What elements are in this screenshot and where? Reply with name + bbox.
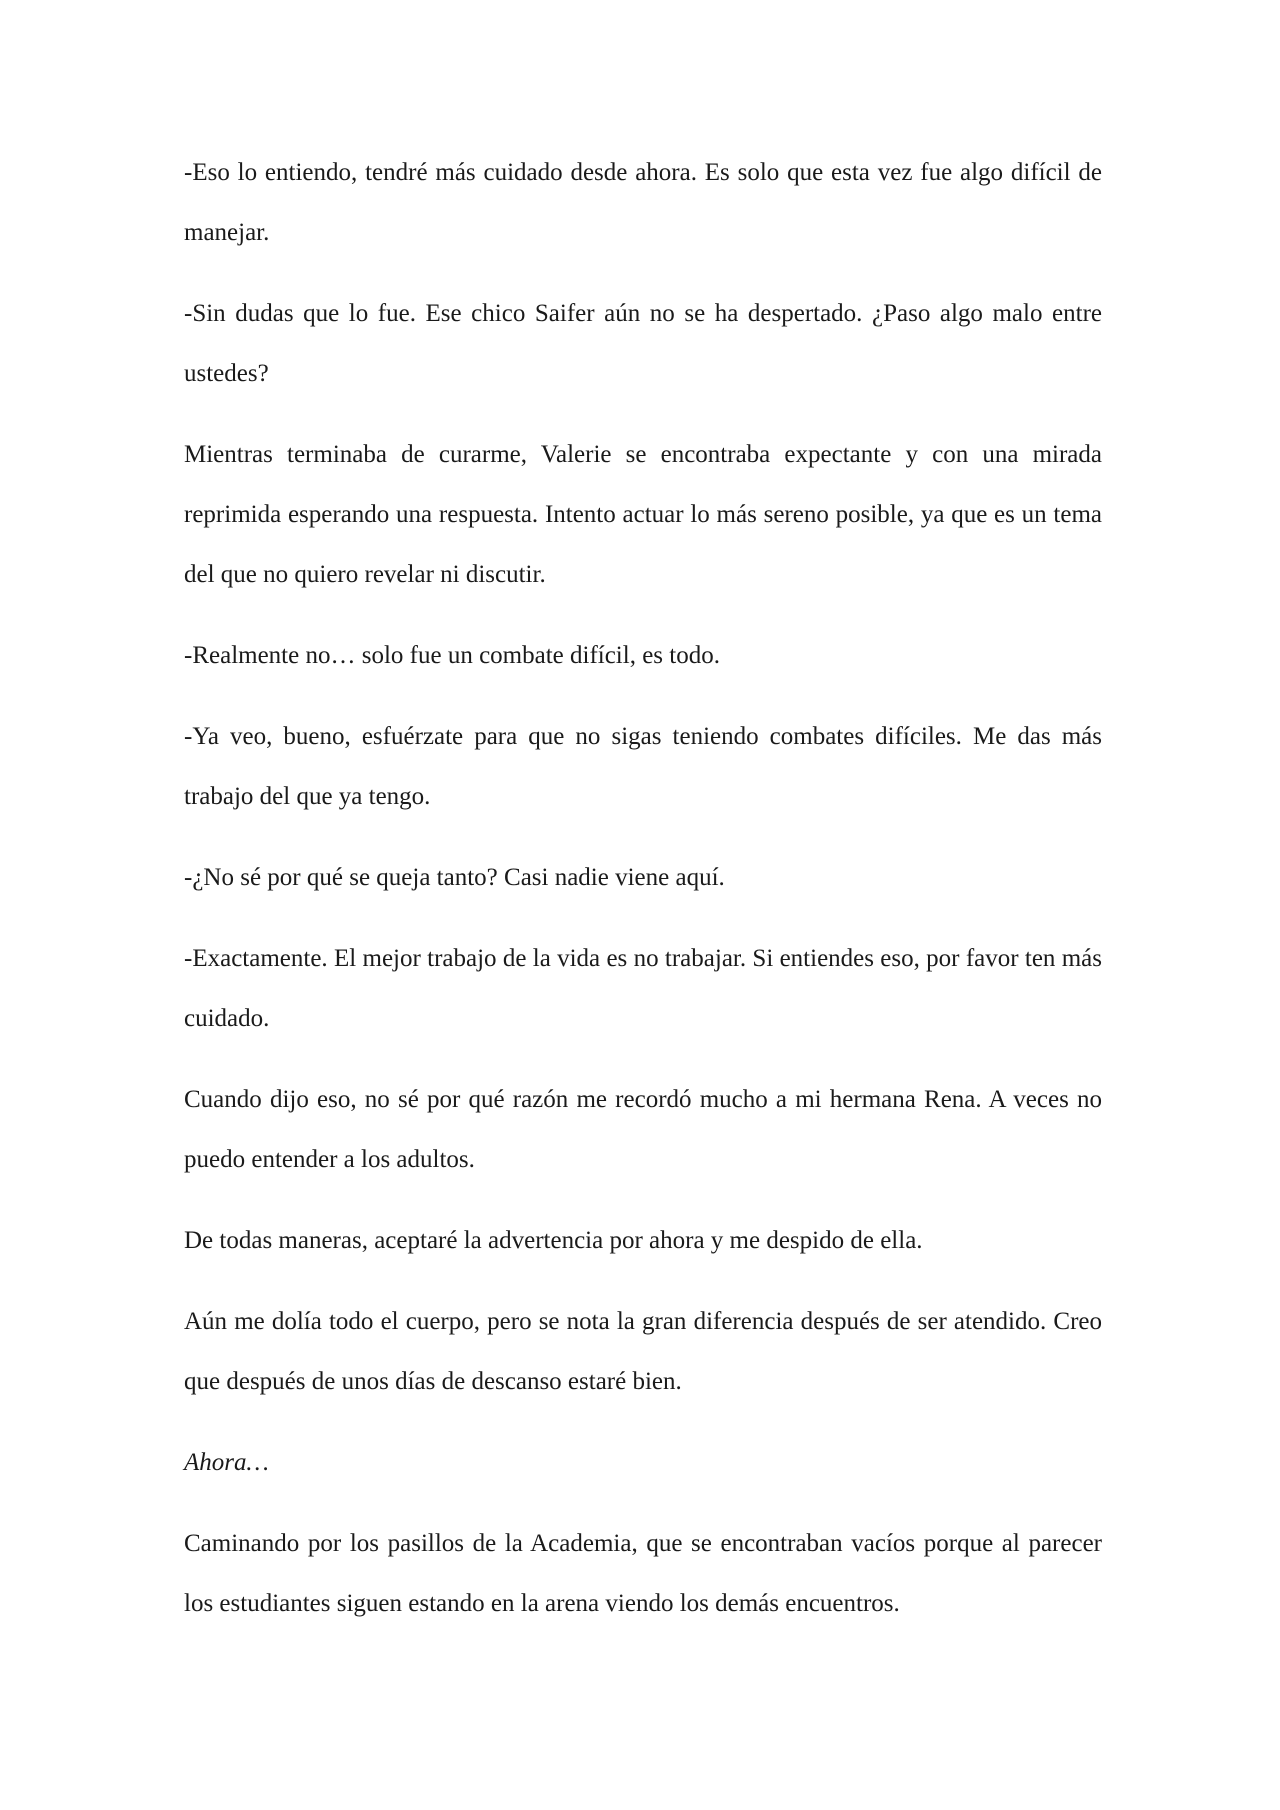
paragraph: -Sin dudas que lo fue. Ese chico Saifer aún no se ha despertado. ¿Paso algo malo entre ustedes?	[184, 300, 1102, 387]
document-body	[184, 143, 1102, 1655]
paragraph: Aún me dolía todo el cuerpo, pero se nota la gran diferencia después de ser atendido. Creo que después de unos días de descanso estaré bien.	[184, 1308, 1102, 1395]
paragraph: Caminando por los pasillos de la Academia, que se encontraban vacíos porque al parecer los estudiantes siguen estando en la arena viendo los demás encuentros.	[184, 1530, 1102, 1617]
paragraph: -Exactamente. El mejor trabajo de la vida es no trabajar. Si entiendes eso, por favor ten más cuidado.	[184, 945, 1102, 1032]
paragraph: -Eso lo entiendo, tendré más cuidado desde ahora. Es solo que esta vez fue algo difícil de manejar.	[184, 159, 1102, 246]
paragraph: De todas maneras, aceptaré la advertencia por ahora y me despido de ella.	[184, 1227, 923, 1254]
paragraph: Cuando dijo eso, no sé por qué razón me recordó mucho a mi hermana Rena. A veces no puedo entender a los adultos.	[184, 1086, 1102, 1173]
paragraph: -¿No sé por qué se queja tanto? Casi nadie viene aquí.	[184, 864, 725, 891]
scene-break-paragraph: Ahora…	[184, 1449, 269, 1476]
paragraph: -Ya veo, bueno, esfuérzate para que no sigas teniendo combates difíciles. Me das más trabajo del que ya tengo.	[184, 723, 1102, 810]
paragraph: Mientras terminaba de curarme, Valerie se encontraba expectante y con una mirada reprimida esperando una respuesta. Intento actuar lo más sereno posible, ya que es un tema del que no quiero revelar ni discutir.	[184, 441, 1102, 588]
paragraph: -Realmente no… solo fue un combate difícil, es todo.	[184, 642, 720, 669]
